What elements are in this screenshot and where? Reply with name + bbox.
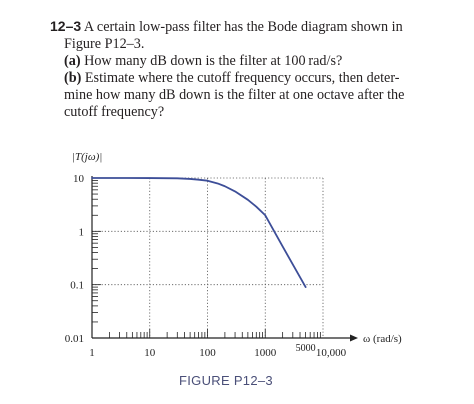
x-tick-label: 1 [89, 347, 95, 359]
axes [92, 176, 358, 342]
x-tick-label: 1000 [254, 347, 277, 359]
x-tick-label: 100 [199, 347, 216, 359]
problem-text-1: A certain low-pass filter has the Bode diagram shown in [83, 19, 403, 35]
tick-labels [65, 151, 402, 359]
y-tick-label: 1 [78, 226, 84, 239]
figure-caption: FIGURE P12–3 [179, 373, 273, 388]
part-b-text-2: mine how many dB down is the filter at one octave after the [64, 87, 405, 103]
y-tick-label: 0.1 [70, 279, 84, 292]
problem-number: 12–3 [50, 18, 82, 34]
part-b-label: (b) [64, 70, 82, 86]
x-tick-label: 10,000 [315, 347, 347, 359]
y-axis-label: |T(jω)| [72, 151, 103, 163]
ticks [92, 180, 320, 338]
part-b-text-3: cutoff frequency? [64, 104, 165, 120]
part-b-text-1: Estimate where the cutoff frequency occurs, then deter- [84, 70, 400, 86]
x-tick-label: 5000 [295, 343, 316, 354]
magnitude-curve [92, 178, 306, 287]
x-axis-arrowhead [350, 335, 358, 342]
part-a-label: (a) [64, 53, 81, 69]
y-tick-label: 10 [73, 173, 84, 185]
x-tick-label: 10 [144, 347, 156, 359]
series [92, 178, 306, 287]
part-a-text: How many dB down is the filter at 100 rad/s? [84, 53, 343, 69]
y-tick-label: 0.01 [64, 333, 84, 345]
problem-text-2: Figure P12–3. [64, 36, 145, 52]
x-axis-label: ω (rad/s) [363, 333, 402, 345]
